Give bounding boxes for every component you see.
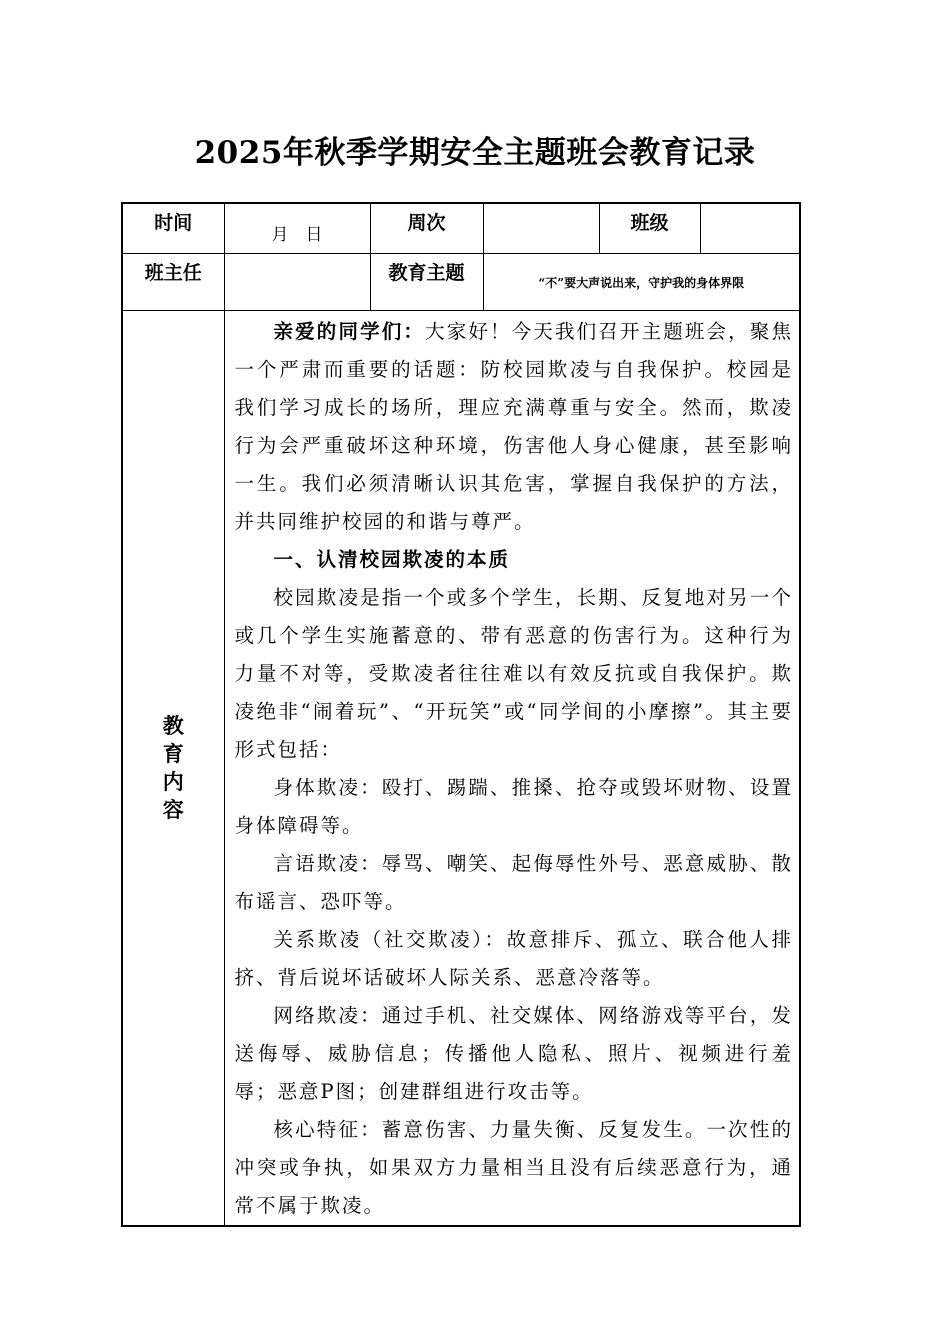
date-value[interactable]: 月 日	[224, 203, 370, 253]
week-label: 周次	[370, 203, 483, 253]
relational-bullying-paragraph: 关系欺凌（社交欺凌）：故意排斥、孤立、联合他人排挤、背后说坏话破坏人际关系、恶意冷落等。	[234, 927, 793, 989]
verbal-bullying-paragraph: 言语欺凌：辱骂、嘲笑、起侮辱性外号、恶意威胁、散布谣言、恐吓等。	[234, 851, 793, 913]
intro-text: 大家好！今天我们召开主题班会，聚焦一个严肃而重要的话题：防校园欺凌与自我保护。校园是我们学习成长的场所，理应充满尊重与安全。然而，欺凌行为会严重破坏这种环境，伤害他人身心健康，甚至影响一生。我们必须清晰认识其危害，掌握自我保护的方法，并共同维护校园的和谐与尊严。	[234, 319, 793, 533]
intro-paragraph	[235, 313, 794, 541]
content-label-cell	[122, 310, 224, 1226]
teacher-label: 班主任	[122, 253, 224, 310]
week-value[interactable]	[483, 203, 599, 253]
page-title: 2025年秋季学期安全主题班会教育记录	[194, 135, 756, 171]
record-table	[121, 202, 801, 1227]
time-label: 时间	[122, 203, 224, 253]
class-value[interactable]	[700, 203, 800, 253]
physical-bullying-paragraph: 身体欺凌：殴打、踢踹、推搡、抢夺或毁坏财物、设置身体障碍等。	[234, 775, 793, 837]
greeting: 亲爱的同学们：	[273, 319, 426, 343]
content-label: 教育内容	[162, 712, 184, 822]
section-heading: 一、认清校园欺凌的本质	[273, 547, 511, 571]
table-row	[122, 310, 800, 1226]
class-label: 班级	[599, 203, 700, 253]
table-row	[122, 253, 800, 310]
teacher-value[interactable]	[224, 253, 370, 310]
topic-label: 教育主题	[370, 253, 483, 310]
topic-value[interactable]: “不”要大声说出来，守护我的身体界限	[483, 253, 800, 310]
definition-paragraph: 校园欺凌是指一个或多个学生，长期、反复地对另一个或几个学生实施蓄意的、带有恶意的伤害行为。这种行为力量不对等，受欺凌者往往难以有效反抗或自我保护。欺凌绝非“闹着玩”、“开玩笑”或“同学间的小摩擦”。其主要形式包括：	[234, 585, 793, 761]
content-body	[224, 310, 800, 1226]
table-row	[122, 203, 800, 253]
core-features-paragraph: 核心特征：蓄意伤害、力量失衡、反复发生。一次性的冲突或争执，如果双方力量相当且没有后续恶意行为，通常不属于欺凌。	[234, 1117, 793, 1217]
cyber-bullying-paragraph: 网络欺凌：通过手机、社交媒体、网络游戏等平台，发送侮辱、威胁信息；传播他人隐私、照片、视频进行羞辱；恶意P图；创建群组进行攻击等。	[234, 1003, 793, 1103]
